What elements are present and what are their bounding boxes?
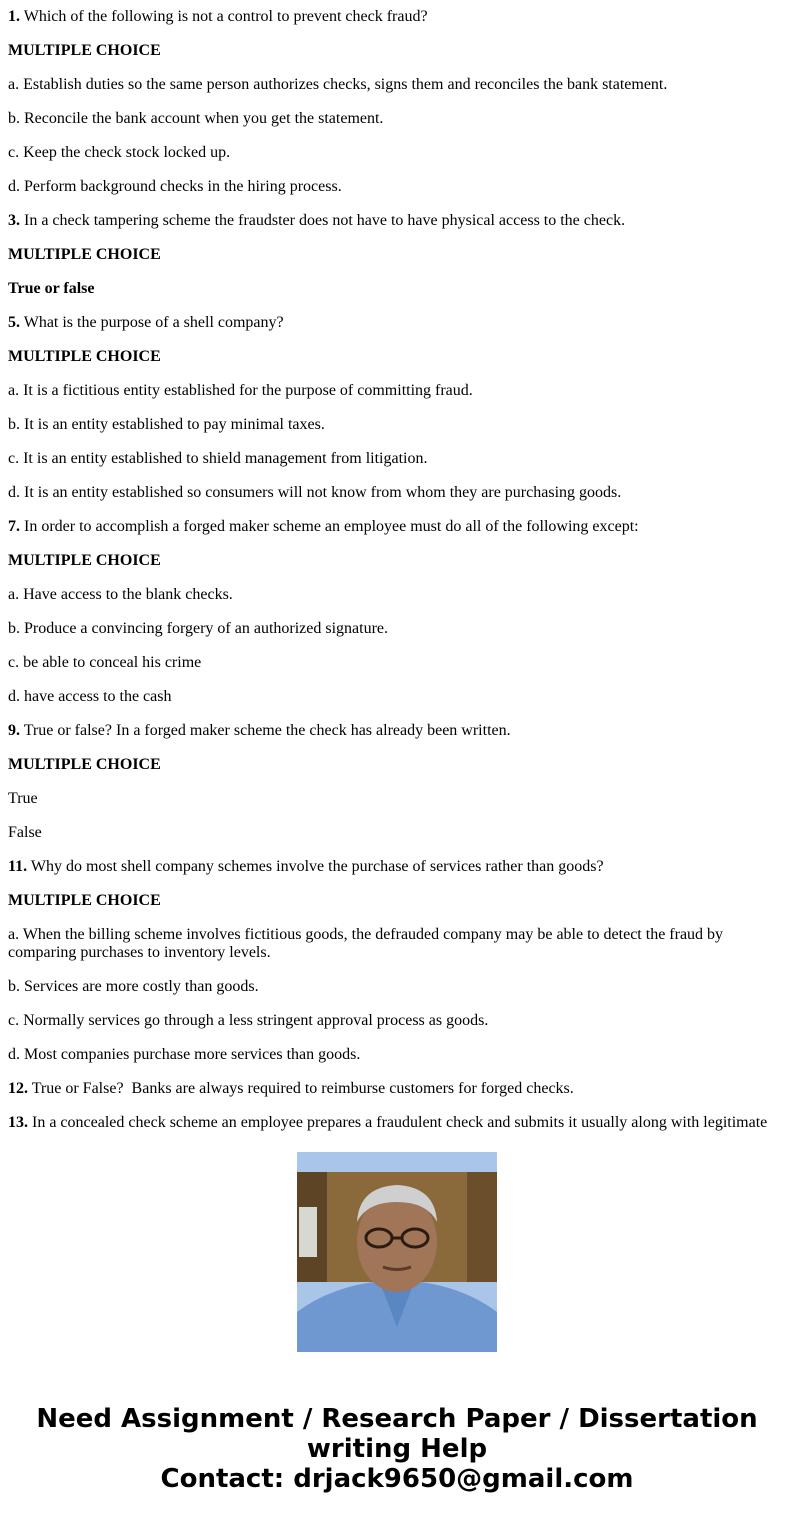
contact-call-to-action (0, 1404, 794, 1494)
answer-option (8, 586, 786, 604)
question-type-label (8, 42, 786, 60)
answer-option (8, 382, 786, 400)
text: d. It is an entity established so consumers will not know from whom they are purchasing goods. (8, 484, 622, 501)
question-stem (8, 518, 786, 536)
label-text: MULTIPLE CHOICE (8, 42, 161, 59)
question-number: 12. (8, 1080, 28, 1097)
question-type-label (8, 246, 786, 264)
text: True or false? In a forged maker scheme the check has already been written. (20, 722, 511, 739)
text: b. Reconcile the bank account when you get the statement. (8, 110, 384, 127)
answer-option (8, 978, 786, 996)
answer-option (8, 1012, 786, 1030)
text: In a concealed check scheme an employee prepares a fraudulent check and submits it usually along with legitimate (28, 1114, 768, 1131)
label-text: MULTIPLE CHOICE (8, 892, 161, 909)
text: False (8, 824, 42, 841)
text: a. Establish duties so the same person authorizes checks, signs them and reconciles the bank statement. (8, 76, 668, 93)
text: What is the purpose of a shell company? (20, 314, 284, 331)
text: d. Perform background checks in the hiring process. (8, 178, 342, 195)
question-type-label (8, 280, 786, 298)
label-text: MULTIPLE CHOICE (8, 756, 161, 773)
text: b. Services are more costly than goods. (8, 978, 259, 995)
question-number: 9. (8, 722, 20, 739)
label-text: True or false (8, 280, 95, 297)
label-text: MULTIPLE CHOICE (8, 552, 161, 569)
answer-option (8, 824, 786, 842)
text: Which of the following is not a control to prevent check fraud? (20, 8, 428, 25)
question-number: 11. (8, 858, 28, 875)
answer-option (8, 450, 786, 468)
text: True (8, 790, 38, 807)
answer-option (8, 144, 786, 162)
question-type-label (8, 756, 786, 774)
cta-line-3: Contact: drjack9650@gmail.com (160, 1464, 634, 1494)
promo-section (0, 1122, 794, 1523)
answer-option (8, 178, 786, 196)
text: c. Keep the check stock locked up. (8, 144, 231, 161)
answer-option (8, 484, 786, 502)
question-type-label (8, 552, 786, 570)
document-content (8, 0, 786, 1131)
question-stem (8, 314, 786, 332)
text: Why do most shell company schemes involve the purchase of services rather than goods? (27, 858, 604, 875)
answer-option (8, 926, 786, 962)
text: c. be able to conceal his crime (8, 654, 202, 671)
text: True or False? Banks are always required to reimburse customers for forged checks. (28, 1080, 574, 1097)
question-stem (8, 722, 786, 740)
answer-option (8, 1046, 786, 1064)
question-stem (8, 858, 786, 876)
answer-option (8, 654, 786, 672)
cta-line-2: writing Help (306, 1434, 488, 1464)
answer-option (8, 620, 786, 638)
avatar (297, 1152, 497, 1352)
text: a. Have access to the blank checks. (8, 586, 233, 603)
avatar-photo-icon (297, 1152, 497, 1352)
question-number: 3. (8, 212, 20, 229)
text: In order to accomplish a forged maker scheme an employee must do all of the following except: (20, 518, 639, 535)
text: In a check tampering scheme the fraudster does not have to have physical access to the check. (20, 212, 626, 229)
question-stem (8, 8, 786, 26)
answer-option (8, 790, 786, 808)
text: c. Normally services go through a less stringent approval process as goods. (8, 1012, 489, 1029)
answer-option (8, 416, 786, 434)
cta-line-1: Need Assignment / Research Paper / Dissertation (36, 1404, 758, 1434)
text: d. Most companies purchase more services than goods. (8, 1046, 361, 1063)
question-number: 13. (8, 1114, 28, 1131)
label-text: MULTIPLE CHOICE (8, 246, 161, 263)
text: b. It is an entity established to pay minimal taxes. (8, 416, 325, 433)
text: a. It is a fictitious entity established for the purpose of committing fraud. (8, 382, 473, 399)
question-type-label (8, 892, 786, 910)
question-type-label (8, 348, 786, 366)
answer-option (8, 76, 786, 94)
text: c. It is an entity established to shield management from litigation. (8, 450, 428, 467)
text: a. When the billing scheme involves fictitious goods, the defrauded company may be able to detect the fraud by comparing purchases to inventory levels. (8, 926, 728, 961)
text: d. have access to the cash (8, 688, 172, 705)
question-number: 1. (8, 8, 20, 25)
question-stem (8, 1080, 786, 1098)
answer-option (8, 110, 786, 128)
question-number: 7. (8, 518, 20, 535)
question-number: 5. (8, 314, 20, 331)
label-text: MULTIPLE CHOICE (8, 348, 161, 365)
answer-option (8, 688, 786, 706)
text: b. Produce a convincing forgery of an authorized signature. (8, 620, 389, 637)
question-stem (8, 212, 786, 230)
